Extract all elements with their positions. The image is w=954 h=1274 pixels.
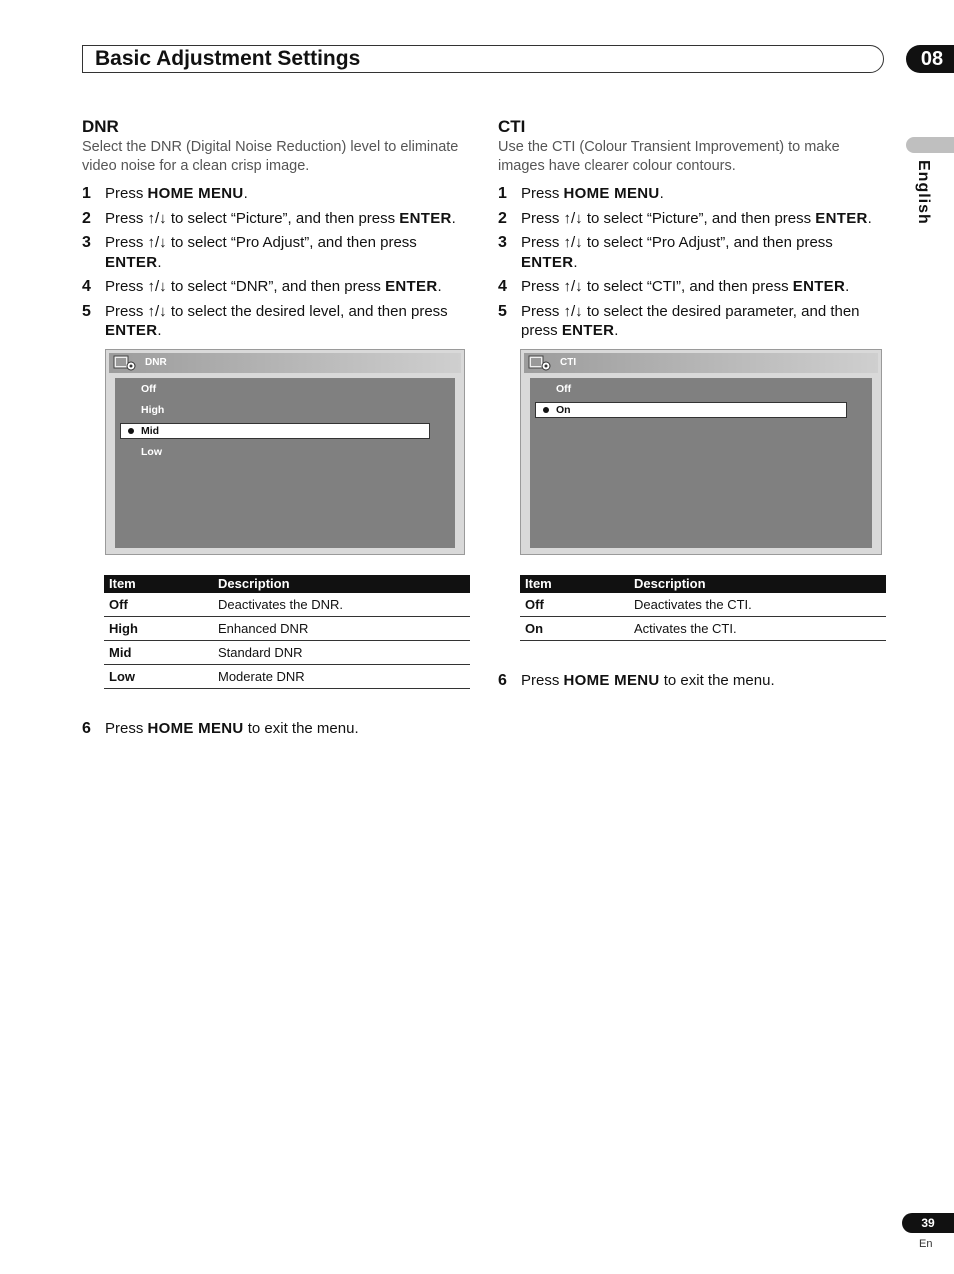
cti-menu-screenshot — [520, 349, 882, 555]
cti-description-table — [520, 575, 886, 641]
table-cell-description: Deactivates the DNR. — [213, 593, 470, 617]
menu-title: DNR — [145, 356, 167, 368]
dnr-description-table — [104, 575, 470, 689]
page-language-code: En — [919, 1238, 933, 1250]
table-cell-item: Off — [520, 593, 629, 617]
step-number: 2 — [498, 209, 507, 227]
step-text-end: to exit the menu. — [243, 719, 359, 737]
table-row — [104, 640, 470, 664]
cti-intro: Use the CTI (Colour Transient Improvement) to make images have clearer colour contours. — [498, 139, 840, 174]
table-cell-description: Standard DNR — [213, 640, 470, 664]
table-cell-item: Mid — [104, 640, 213, 664]
table-row — [104, 664, 470, 688]
step-number: 4 — [498, 278, 507, 295]
step-number: 6 — [82, 719, 91, 737]
menu-option-on-selected[interactable]: On — [535, 402, 847, 418]
step-key: ENTER — [105, 253, 158, 271]
step-key: ENTER — [792, 278, 846, 295]
table-cell-description: Enhanced DNR — [213, 616, 470, 640]
dnr-step-5 — [82, 302, 472, 341]
table-row — [104, 593, 470, 617]
table-row — [520, 616, 886, 640]
menu-body — [530, 378, 872, 548]
step-key: ENTER — [105, 322, 158, 339]
dnr-menu-screenshot — [105, 349, 465, 555]
step-text: Press ↑/↓ to select the desired parameter, and then press — [521, 302, 860, 339]
table-header-item: Item — [104, 575, 213, 593]
step-text: Press ↑/↓ to select “Picture”, and then press — [521, 209, 816, 227]
step-number: 1 — [498, 185, 507, 202]
step-key: HOME MENU — [563, 671, 660, 689]
table-row — [104, 616, 470, 640]
cti-title: CTI — [498, 117, 526, 136]
step-key: HOME MENU — [147, 185, 244, 202]
cti-step-2 — [498, 209, 888, 229]
menu-title: CTI — [560, 356, 577, 368]
cti-section — [498, 116, 888, 695]
dnr-intro: Select the DNR (Digital Noise Reduction) level to eliminate video noise for a clean crisp image. — [82, 139, 459, 174]
page-number: 39 — [902, 1213, 954, 1233]
step-key: HOME MENU — [147, 719, 244, 737]
step-text-end: to exit the menu. — [659, 671, 775, 689]
table-header-row — [104, 575, 470, 593]
step-text-end: . — [573, 253, 578, 271]
step-number: 4 — [82, 278, 91, 295]
step-key: HOME MENU — [563, 185, 660, 202]
dnr-step-3 — [82, 233, 472, 272]
table-cell-item: High — [104, 616, 213, 640]
cti-step-6 — [498, 671, 888, 691]
step-text-end: . — [157, 322, 162, 339]
step-number: 6 — [498, 671, 507, 689]
step-key: ENTER — [385, 278, 438, 295]
step-number: 5 — [498, 302, 507, 320]
menu-body — [115, 378, 455, 548]
menu-titlebar — [524, 353, 878, 373]
step-text: Press ↑/↓ to select “Pro Adjust”, and then press — [105, 234, 417, 251]
step-text: Press ↑/↓ to select “DNR”, and then press — [105, 278, 386, 295]
table-cell-item: Low — [104, 664, 213, 688]
menu-option-low[interactable]: Low — [141, 445, 162, 458]
chapter-badge: 08 — [906, 45, 954, 73]
dnr-step-6 — [82, 719, 472, 739]
language-tab-label: English — [915, 160, 932, 225]
dnr-step-4 — [82, 277, 472, 297]
step-text-end: . — [867, 209, 872, 227]
step-text: Press — [105, 185, 148, 202]
table-header-item: Item — [520, 575, 629, 593]
step-key: ENTER — [399, 209, 452, 227]
step-key: ENTER — [521, 253, 574, 271]
step-text-end: . — [845, 278, 850, 295]
step-text: Press — [521, 185, 564, 202]
step-text-end: . — [659, 185, 664, 202]
step-text: Press ↑/↓ to select “CTI”, and then press — [521, 278, 793, 295]
step-key: ENTER — [561, 322, 615, 339]
menu-titlebar — [109, 353, 461, 373]
table-header-description: Description — [629, 575, 886, 593]
dnr-section — [82, 116, 472, 743]
step-text: Press ↑/↓ to select “Pro Adjust”, and then press — [521, 234, 833, 251]
cti-step-1 — [498, 184, 888, 204]
settings-menu-icon — [113, 354, 137, 372]
cti-step-5 — [498, 302, 888, 341]
table-row — [520, 593, 886, 617]
step-number: 3 — [498, 234, 507, 251]
step-number: 3 — [82, 234, 91, 251]
menu-option-off[interactable]: Off — [141, 382, 157, 395]
dnr-step-2 — [82, 209, 472, 229]
step-text: Press — [105, 719, 148, 737]
step-text-end: . — [243, 185, 248, 202]
table-header-description: Description — [213, 575, 470, 593]
header-bar — [82, 45, 884, 73]
menu-option-off[interactable]: Off — [556, 382, 572, 395]
step-number: 1 — [82, 185, 91, 202]
step-key: ENTER — [815, 209, 868, 227]
table-cell-item: On — [520, 616, 629, 640]
cti-step-3 — [498, 233, 888, 272]
menu-option-high[interactable]: High — [141, 403, 165, 416]
table-cell-description: Deactivates the CTI. — [629, 593, 886, 617]
step-text-end: . — [614, 322, 619, 339]
step-text-end: . — [157, 253, 162, 271]
step-text: Press — [521, 671, 564, 689]
step-number: 2 — [82, 209, 91, 227]
step-number: 5 — [82, 302, 91, 320]
language-tab-marker — [906, 137, 954, 153]
step-text-end: . — [437, 278, 442, 295]
dnr-step-1 — [82, 184, 472, 204]
table-cell-description: Moderate DNR — [213, 664, 470, 688]
table-cell-description: Activates the CTI. — [629, 616, 886, 640]
table-cell-item: Off — [104, 593, 213, 617]
dnr-title: DNR — [82, 117, 119, 136]
settings-menu-icon — [528, 354, 552, 372]
page-title: Basic Adjustment Settings — [95, 47, 361, 70]
step-text-end: . — [451, 209, 456, 227]
menu-option-mid-selected[interactable]: Mid — [120, 423, 430, 439]
step-text: Press ↑/↓ to select the desired level, and then press — [105, 302, 448, 320]
step-text: Press ↑/↓ to select “Picture”, and then press — [105, 209, 400, 227]
cti-step-4 — [498, 277, 888, 297]
table-header-row — [520, 575, 886, 593]
